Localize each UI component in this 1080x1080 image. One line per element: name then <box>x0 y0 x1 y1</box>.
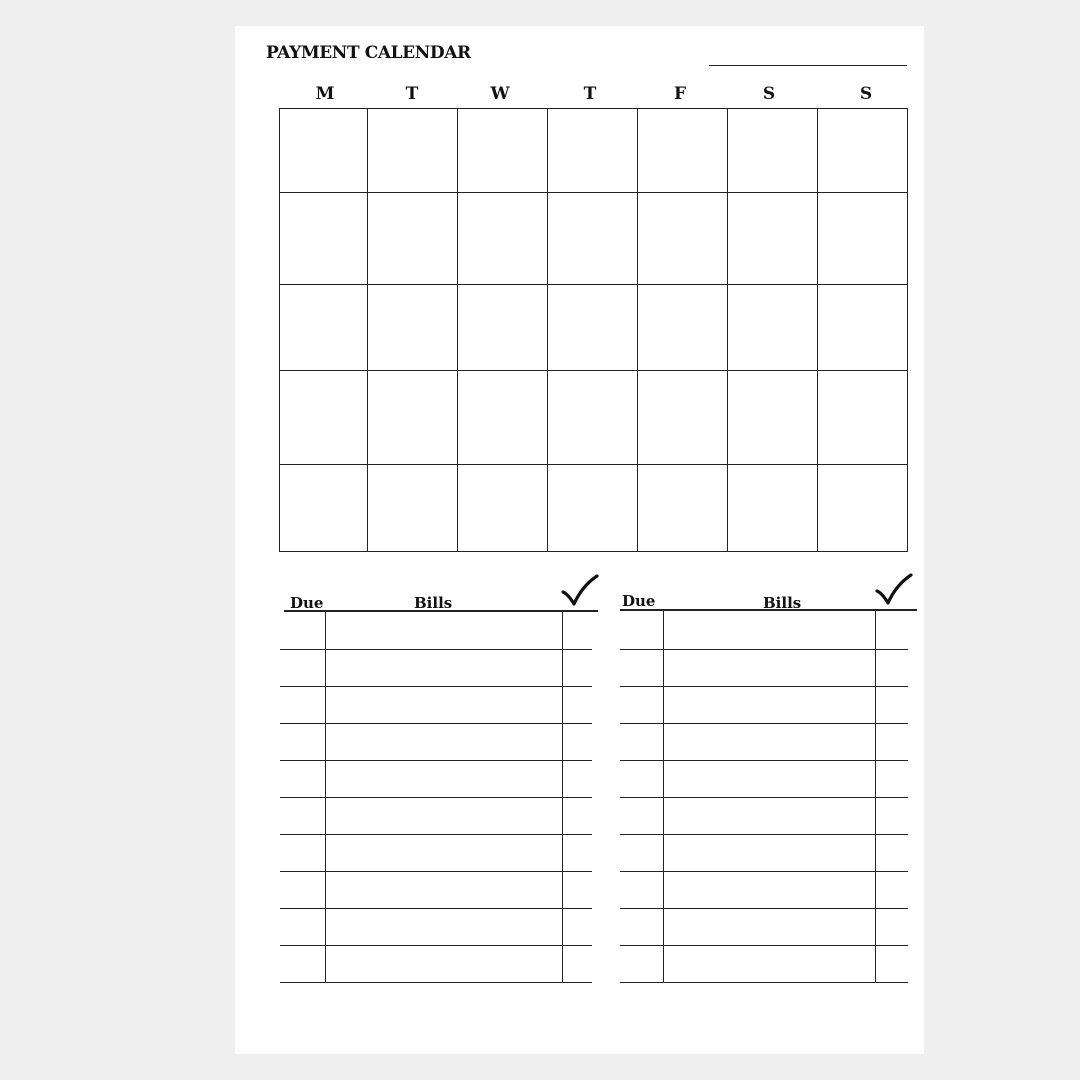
bill-row[interactable] <box>280 723 592 760</box>
calendar-day-cell[interactable] <box>547 284 638 371</box>
calendar-day-cell[interactable] <box>637 108 728 193</box>
day-label-fri: F <box>673 84 687 104</box>
calendar-day-cell[interactable] <box>727 464 818 552</box>
checkmark-icon <box>874 573 914 607</box>
calendar-day-cell[interactable] <box>727 370 818 465</box>
day-label-thu: T <box>583 84 597 104</box>
calendar-day-cell[interactable] <box>367 464 458 552</box>
calendar-day-cell[interactable] <box>367 192 458 285</box>
column-divider <box>875 609 876 982</box>
due-column-header: Due <box>622 592 656 610</box>
calendar-day-cell[interactable] <box>817 464 908 552</box>
bill-row[interactable] <box>280 871 592 908</box>
calendar-day-cell[interactable] <box>727 108 818 193</box>
bill-row[interactable] <box>280 834 592 871</box>
calendar-day-cell[interactable] <box>457 464 548 552</box>
due-column-header: Due <box>290 594 324 612</box>
bill-row[interactable] <box>280 649 592 686</box>
row-rule <box>620 982 908 983</box>
bill-row[interactable] <box>280 797 592 834</box>
calendar-day-cell[interactable] <box>457 284 548 371</box>
day-label-sun: S <box>859 84 873 104</box>
calendar-day-cell[interactable] <box>637 192 728 285</box>
column-divider <box>663 609 664 982</box>
bill-row[interactable] <box>280 760 592 797</box>
bills-column-header: Bills <box>763 594 802 612</box>
calendar-day-cell[interactable] <box>547 464 638 552</box>
calendar-day-cell[interactable] <box>367 284 458 371</box>
calendar-day-cell[interactable] <box>279 284 368 371</box>
calendar-day-cell[interactable] <box>457 370 548 465</box>
month-write-line[interactable] <box>709 65 907 66</box>
day-label-sat: S <box>762 84 776 104</box>
calendar-day-cell[interactable] <box>637 370 728 465</box>
calendar-day-cell[interactable] <box>817 370 908 465</box>
calendar-day-cell[interactable] <box>547 192 638 285</box>
day-label-mon: M <box>315 84 335 104</box>
calendar-day-cell[interactable] <box>367 370 458 465</box>
calendar-day-cell[interactable] <box>817 192 908 285</box>
calendar-day-cell[interactable] <box>727 284 818 371</box>
calendar-day-cell[interactable] <box>279 192 368 285</box>
bill-row[interactable] <box>280 945 592 982</box>
day-label-tue: T <box>405 84 419 104</box>
calendar-day-cell[interactable] <box>279 108 368 193</box>
column-divider <box>562 610 563 982</box>
bill-row[interactable] <box>280 686 592 723</box>
calendar-day-cell[interactable] <box>547 108 638 193</box>
calendar-day-cell[interactable] <box>817 284 908 371</box>
calendar-day-cell[interactable] <box>547 370 638 465</box>
bill-row[interactable] <box>280 908 592 945</box>
calendar-day-cell[interactable] <box>817 108 908 193</box>
checkmark-icon <box>560 574 600 608</box>
page-title: PAYMENT CALENDAR <box>266 43 471 63</box>
calendar-day-cell[interactable] <box>637 464 728 552</box>
calendar-day-cell[interactable] <box>457 108 548 193</box>
row-rule <box>280 982 592 983</box>
calendar-day-cell[interactable] <box>457 192 548 285</box>
column-divider <box>325 610 326 982</box>
calendar-day-cell[interactable] <box>279 464 368 552</box>
day-label-wed: W <box>490 84 510 104</box>
calendar-day-cell[interactable] <box>367 108 458 193</box>
bills-column-header: Bills <box>414 594 453 612</box>
calendar-day-cell[interactable] <box>637 284 728 371</box>
calendar-day-cell[interactable] <box>727 192 818 285</box>
bill-row[interactable] <box>280 610 592 649</box>
calendar-day-cell[interactable] <box>279 370 368 465</box>
